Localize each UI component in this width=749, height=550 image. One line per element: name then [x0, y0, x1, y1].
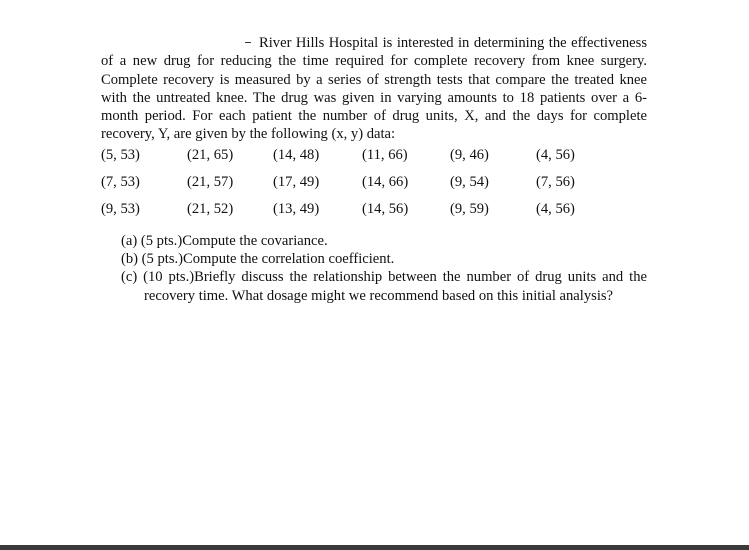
- data-table: [101, 147, 621, 228]
- data-point: (11, 66): [362, 147, 408, 163]
- data-point: (21, 52): [187, 201, 234, 217]
- data-point: (7, 56): [536, 174, 575, 190]
- data-point: (9, 53): [101, 201, 140, 217]
- data-point: (9, 46): [450, 147, 489, 163]
- question-b: (b) (5 pts.)Compute the correlation coefficient.: [121, 251, 395, 268]
- data-point: (9, 59): [450, 201, 489, 217]
- data-point: (5, 53): [101, 147, 140, 163]
- data-point: (7, 53): [101, 174, 140, 190]
- data-row: [101, 147, 621, 174]
- data-point: (9, 54): [450, 174, 489, 190]
- data-point: (13, 49): [273, 201, 320, 217]
- data-point: (14, 56): [362, 201, 409, 217]
- data-point: (21, 57): [187, 174, 234, 190]
- data-row: [101, 201, 621, 228]
- problem-first-line: River Hills Hospital is interested in determining the: [259, 35, 567, 51]
- data-point: (14, 48): [273, 147, 320, 163]
- data-point: (17, 49): [273, 174, 320, 190]
- bottom-bar: [0, 545, 749, 550]
- data-point: (14, 66): [362, 174, 409, 190]
- data-row: [101, 174, 621, 201]
- data-point: (21, 65): [187, 147, 234, 163]
- data-point: (4, 56): [536, 201, 575, 217]
- question-a: (a) (5 pts.)Compute the covariance.: [121, 233, 328, 249]
- question-list: [121, 232, 647, 305]
- question-c: (c) (10 pts.)Briefly discuss the relationship between the number of drug units and the recovery time. What dosage might we recommend based on this initial analysis?: [121, 269, 647, 304]
- dash-mark: [245, 42, 251, 43]
- data-point: (4, 56): [536, 147, 575, 163]
- problem-body: effectiveness of a new drug for reducing the time required for complete recovery from knee surgery. Complete recovery is measured by a series of strength tests that compare the treated knee with the untreated knee. The drug was given in varying amounts to 18 patients over a 6-month period. For each patient the number of drug units, X, and the days for complete recovery, Y, are given by the following (x, y) data:: [101, 35, 647, 143]
- problem-statement: [101, 34, 647, 144]
